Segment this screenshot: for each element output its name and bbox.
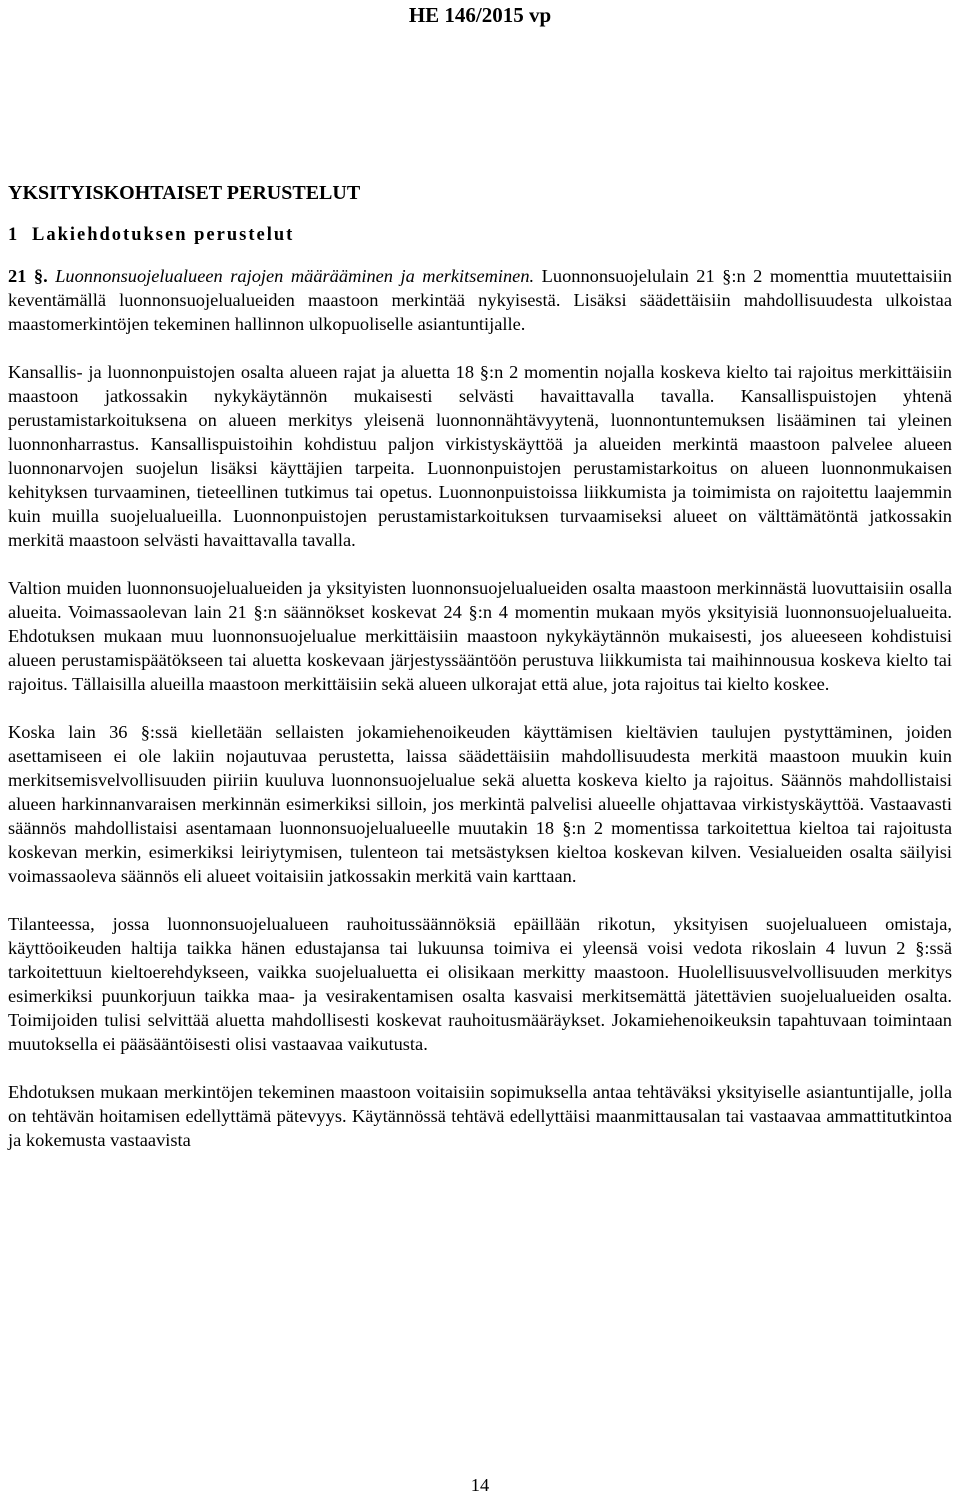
section-title: Luonnonsuojelualueen rajojen määrääminen ja merkitseminen. — [55, 266, 535, 286]
paragraph-text: Luonnonsuojelulain 21 §:n 2 momenttia muutettaisiin keventämällä luonnonsuojelualueiden maastoon merkintää nykyisestä. Lisäksi säädettäisiin mahdollisuudesta ulkoistaa maastomerkintöjen tekeminen hallinnon ulkopuoliselle asiantuntijalle. — [8, 266, 953, 334]
paragraph: Ehdotuksen mukaan merkintöjen tekeminen maastoon voitaisiin sopimuksella antaa tehtäväksi yksityiselle asiantuntijalle, jolla on tehtävän hoitamisen edellyttämä pätevyys. Käytännössä tehtävä edellyttäisi maanmittausalan tai vastaavaa ammattitutkintoa ja kokemusta vastaavista — [8, 1082, 952, 1150]
running-header: HE 146/2015 vp — [408, 3, 552, 27]
chapter-number: 1 — [8, 225, 18, 245]
paragraph-section-21 — [8, 264, 952, 336]
section-heading: YKSITYISKOHTAISET PERUSTELUT — [8, 182, 361, 204]
chapter-title: Lakiehdotuksen perustelut — [32, 225, 295, 245]
paragraph: Tilanteessa, jossa luonnonsuojelualueen rauhoitussäännöksiä epäillään rikotun, yksityisen suojelualueen omistaja, käyttöoikeuden haltija taikka hänen edustajansa tai lukuunsa toimiva ei yleensä voisi vedota rikoslain 4 luvun 2 §:ssä tarkoitettuun kieltoerehdykseen, vaikka suojelualuetta ei olisikaan merkitty maastoon. Huolellisuusvelvollisuuden merkitys esimerkiksi puunkorjuun taikka maa- ja vesirakentamisen osalta kasvaisi merkitsemättä jätettävien suojelualueiden osalta. Toimijoiden tulisi selvittää aluetta mahdollisesti koskevat rauhoitusmääräykset. Jokamiehenoikeuksin tapahtuvaan toimintaan muutoksella ei pääsääntöisesti olisi vastaavaa vaikutusta. — [8, 914, 952, 1054]
section-number: 21 §. — [8, 266, 48, 286]
document-body — [8, 180, 952, 1176]
paragraph: Valtion muiden luonnonsuojelualueiden ja yksityisten luonnonsuojelualueiden osalta maastoon merkinnästä luovuttaisiin osalla alueita. Voimassaolevan lain 21 §:n säännökset koskevat 24 §:n 4 momentin mukaan myös yksityisiä luonnonsuojelualueita. Ehdotuksen mukaan muu luonnonsuojelualue merkittäisiin maastoon nykykäytännön mukaisesti, jos alueeseen kohdistuisi alueen perustamispäätökseen tai aluetta koskevaan järjestyssääntöön perustuva liikkumista tai maihinnousua koskeva kielto tai rajoitus. Tällaisilla alueilla maastoon merkittäisiin sekä alueen ulkorajat että alue, jota rajoitus tai kielto koskee. — [8, 578, 952, 694]
chapter-heading — [8, 223, 952, 247]
page-number: 14 — [470, 1475, 490, 1495]
paragraph: Koska lain 36 §:ssä kielletään sellaisten jokamiehenoikeuden käyttämisen kieltävien taulujen pystyttäminen, joiden asettamiseen ei ole lakiin nojautuvaa perustetta, laissa säädettäisiin mahdollisuudesta merkitä maastoon muukin kuin merkitsemisvelvollisuuden piiriin kuuluva luonnonsuojelualue sekä aluetta koskeva kielto ja rajoitus. Säännös mahdollistaisi alueen harkinnanvaraisen merkinnän esimerkiksi silloin, jos merkintä palvelisi alueelle ohjattavaa virkistyskäyttöä. Vastaavasti säännös mahdollistaisi asentamaan luonnonsuojelualueelle muutakin 18 §:n 2 momentissa tarkoitettua kieltoa tai rajoitusta koskevan merkin, esimerkiksi leiriytymisen, tulenteon tai metsästyksen kieltoa koskevan kilven. Vesialueiden osalta säilyisi voimassaoleva säännös eli alueet voitaisiin jatkossakin merkitä vain karttaan. — [8, 722, 952, 886]
paragraph: Kansallis- ja luonnonpuistojen osalta alueen rajat ja aluetta 18 §:n 2 momentin nojalla koskeva kielto tai rajoitus merkittäisiin maastoon jatkossakin nykykäytännön mukaisesti selvästi havaittavalla tavalla. Kansallispuistojen yhtenä perustamistarkoituksena on alueen merkitys yleisenä luonnonnähtävyytenä, luonnontuntemuksen lisääminen tai yleinen luonnonharrastus. Kansallispuistoihin kohdistuu paljon virkistyskäyttöä ja alueiden merkintä maastoon palvelee alueen luonnonarvojen suojelun lisäksi käyttäjien tarpeita. Luonnonpuistojen perustamistarkoitus on alueen luonnonmukaisen kehityksen turvaaminen, tieteellinen tutkimus tai opetus. Luonnonpuistoissa liikkumista ja toimimista on rajoitettu laajemmin kuin muilla suojelualueilla. Luonnonpuistojen perustamistarkoituksen turvaamiseksi alueet on välttämätöntä jatkossakin merkitä maastoon selvästi havaittavalla tavalla. — [8, 362, 952, 550]
